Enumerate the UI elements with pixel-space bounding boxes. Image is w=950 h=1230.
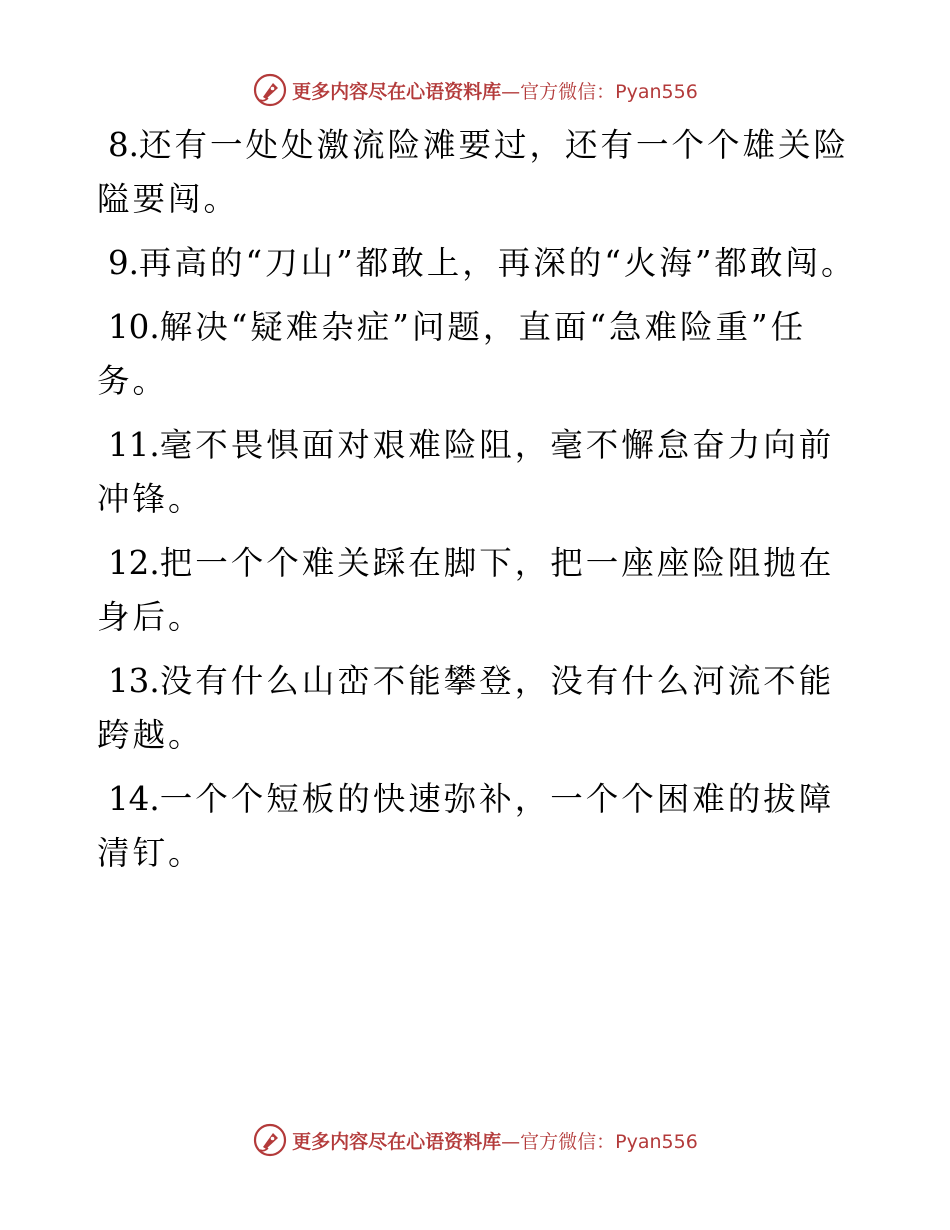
- document-body: [97, 118, 857, 890]
- item-number: 8.: [108, 126, 140, 164]
- item-text: 毫不畏惧面对艰难险阻，毫不懈怠奋力向前冲锋。: [97, 426, 835, 518]
- item-text: 还有一处处激流险滩要过，还有一个个雄关险隘要闯。: [97, 126, 850, 218]
- list-item: [97, 654, 857, 762]
- header-banner: [0, 70, 950, 110]
- pen-nib-logo-icon: [252, 72, 288, 108]
- footer-banner-wechat: —官方微信：Pyan556: [501, 1130, 698, 1153]
- list-item: [97, 536, 857, 644]
- item-number: 12.: [108, 544, 160, 582]
- list-item: [97, 772, 857, 880]
- header-banner-wechat: —官方微信：Pyan556: [501, 80, 698, 103]
- list-item: [97, 300, 857, 408]
- item-text: 一个个短板的快速弥补，一个个困难的拔障清钉。: [97, 780, 835, 872]
- pen-nib-logo-icon: [252, 1122, 288, 1158]
- list-item: [97, 118, 857, 226]
- item-text: 再高的“刀山”都敢上，再深的“火海”都敢闯。: [139, 244, 857, 282]
- item-number: 14.: [108, 780, 160, 818]
- list-item: [97, 418, 857, 526]
- item-text: 没有什么山峦不能攀登，没有什么河流不能跨越。: [97, 662, 835, 754]
- header-banner-text: [292, 77, 698, 104]
- item-text: 把一个个难关踩在脚下，把一座座险阻抛在身后。: [97, 544, 835, 636]
- item-number: 13.: [108, 662, 160, 700]
- footer-banner-text: [292, 1127, 698, 1154]
- list-item: [97, 236, 857, 290]
- footer-banner-brand: 更多内容尽在心语资料库: [292, 1130, 502, 1153]
- item-number: 11.: [108, 426, 160, 464]
- item-text: 解决“疑难杂症”问题，直面“急难险重”任务。: [97, 308, 807, 400]
- item-number: 9.: [108, 244, 140, 282]
- footer-banner: [0, 1120, 950, 1160]
- header-banner-brand: 更多内容尽在心语资料库: [292, 80, 502, 103]
- item-number: 10.: [108, 308, 160, 346]
